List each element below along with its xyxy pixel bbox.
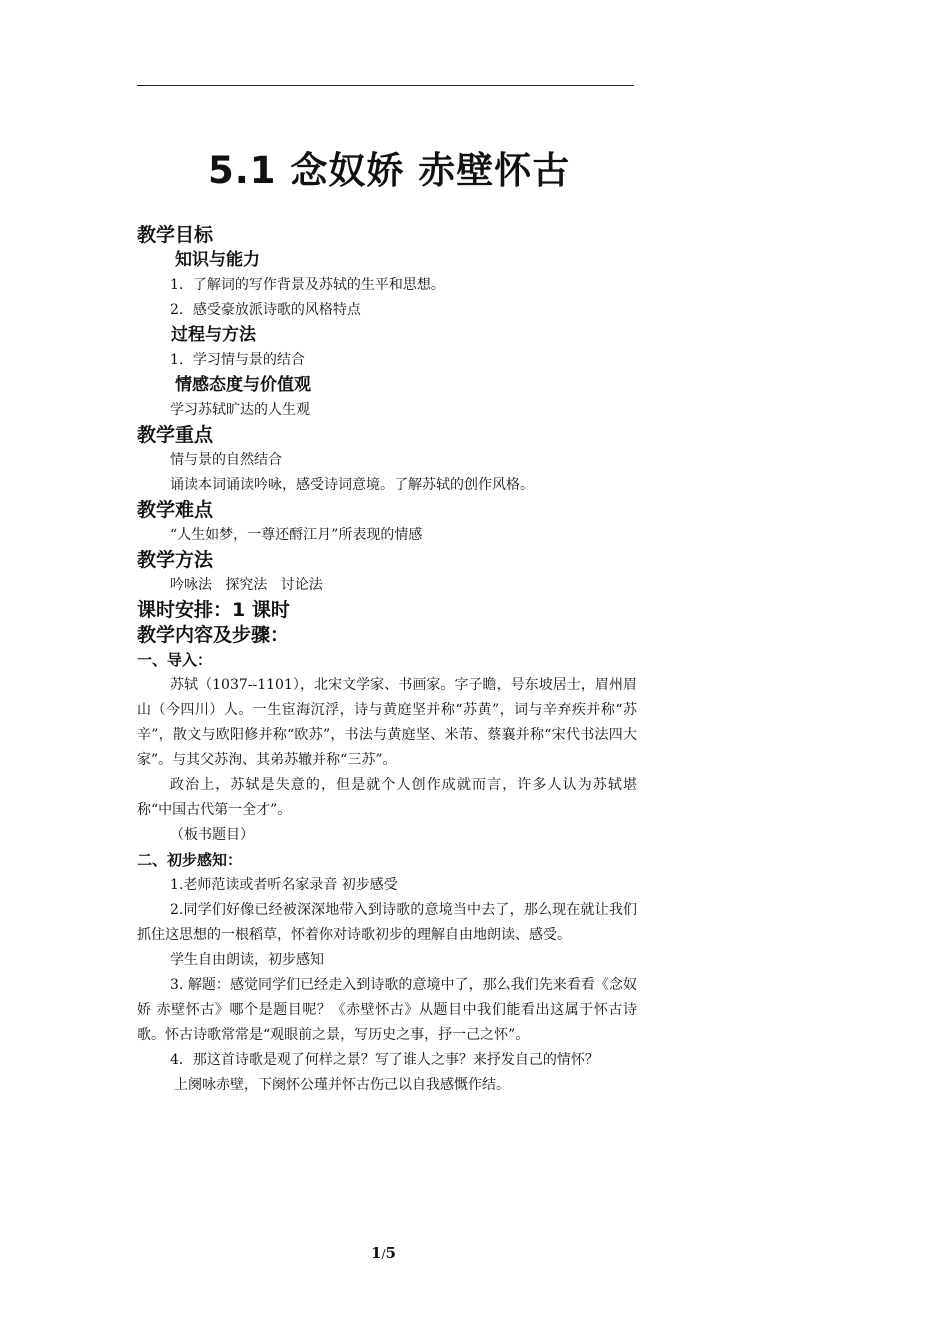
key-point-item: 诵读本词诵读吟咏，感受诗词意境。了解苏轼的创作风格。 [170,477,534,493]
section-2-heading: 二、初步感知： [137,851,243,869]
section-1-heading: 一、导入： [137,651,213,669]
document-body [137,223,637,1098]
process-item: 1．学习情与景的结合 [170,352,305,368]
current-page: 1 [371,1244,382,1262]
schedule-heading: 课时安排：1 课时 [137,599,290,621]
knowledge-heading: 知识与能力 [175,250,260,270]
section-2-paragraph: 1.老师范读或者听名家录音 初步感受 [170,877,398,893]
section-2-paragraph: 4．那这首诗歌是观了何样之景？写了谁人之事？来抒发自己的情怀？ [170,1052,599,1068]
section-2-paragraph: 上阕咏赤壁，下阕怀公瑾并怀古伤己以自我感慨作结。 [174,1077,510,1093]
difficulty-item: “人生如梦，一尊还酹江月”所表现的情感 [170,527,423,543]
objectives-heading: 教学目标 [137,224,214,246]
key-point-item: 情与景的自然结合 [170,452,282,468]
knowledge-item: 1．了解词的写作背景及苏轼的生平和思想。 [170,277,445,293]
board-title-note: （板书题目） [170,827,254,843]
header-rule [137,85,634,86]
section-1-paragraph: 苏轼（1037--1101），北宋文学家、书画家。字子瞻，号东坡居士，眉州眉山（今四川）人。一生宦海沉浮，诗与黄庭坚并称“苏黄”，词与辛弃疾并称“苏辛”，散文与欧阳修并称“欧苏”，书法与黄庭坚、米芾、蔡襄并称“宋代书法四大家”。与其父苏洵、其弟苏辙并称“三苏”。 [137,677,637,768]
emotion-item: 学习苏轼旷达的人生观 [170,402,310,418]
section-2-paragraph: 3. 解题：感觉同学们已经走入到诗歌的意境中了，那么我们先来看看《念奴娇 赤壁怀古》哪个是题目呢？《赤壁怀古》从题目中我们能看出这属于怀古诗歌。怀古诗歌常常是“观眼前之景，写历史之事，抒一己之怀”。 [137,977,637,1043]
section-1-paragraph: 政治上，苏轼是失意的，但是就个人创作成就而言，许多人认为苏轼堪称“中国古代第一全才”。 [137,777,637,818]
section-2-paragraph: 学生自由朗读，初步感知 [170,952,324,968]
page-number [371,1244,396,1262]
knowledge-item: 2．感受豪放派诗歌的风格特点 [170,302,361,318]
steps-heading: 教学内容及步骤： [137,624,290,646]
methods-heading: 教学方法 [137,549,214,571]
page-title: 5.1 念奴娇 赤壁怀古 [208,149,571,192]
emotion-heading: 情感态度与价值观 [175,375,311,395]
page-separator: / [381,1247,386,1261]
key-points-heading: 教学重点 [137,424,214,446]
process-heading: 过程与方法 [171,325,256,345]
section-2-paragraph: 2.同学们好像已经被深深地带入到诗歌的意境当中去了，那么现在就让我们抓住这思想的一根稻草，怀着你对诗歌初步的理解自由地朗读、感受。 [137,902,637,943]
total-pages: 5 [385,1244,396,1262]
methods-item: 吟咏法 探究法 讨论法 [170,577,323,593]
difficulties-heading: 教学难点 [137,499,214,521]
